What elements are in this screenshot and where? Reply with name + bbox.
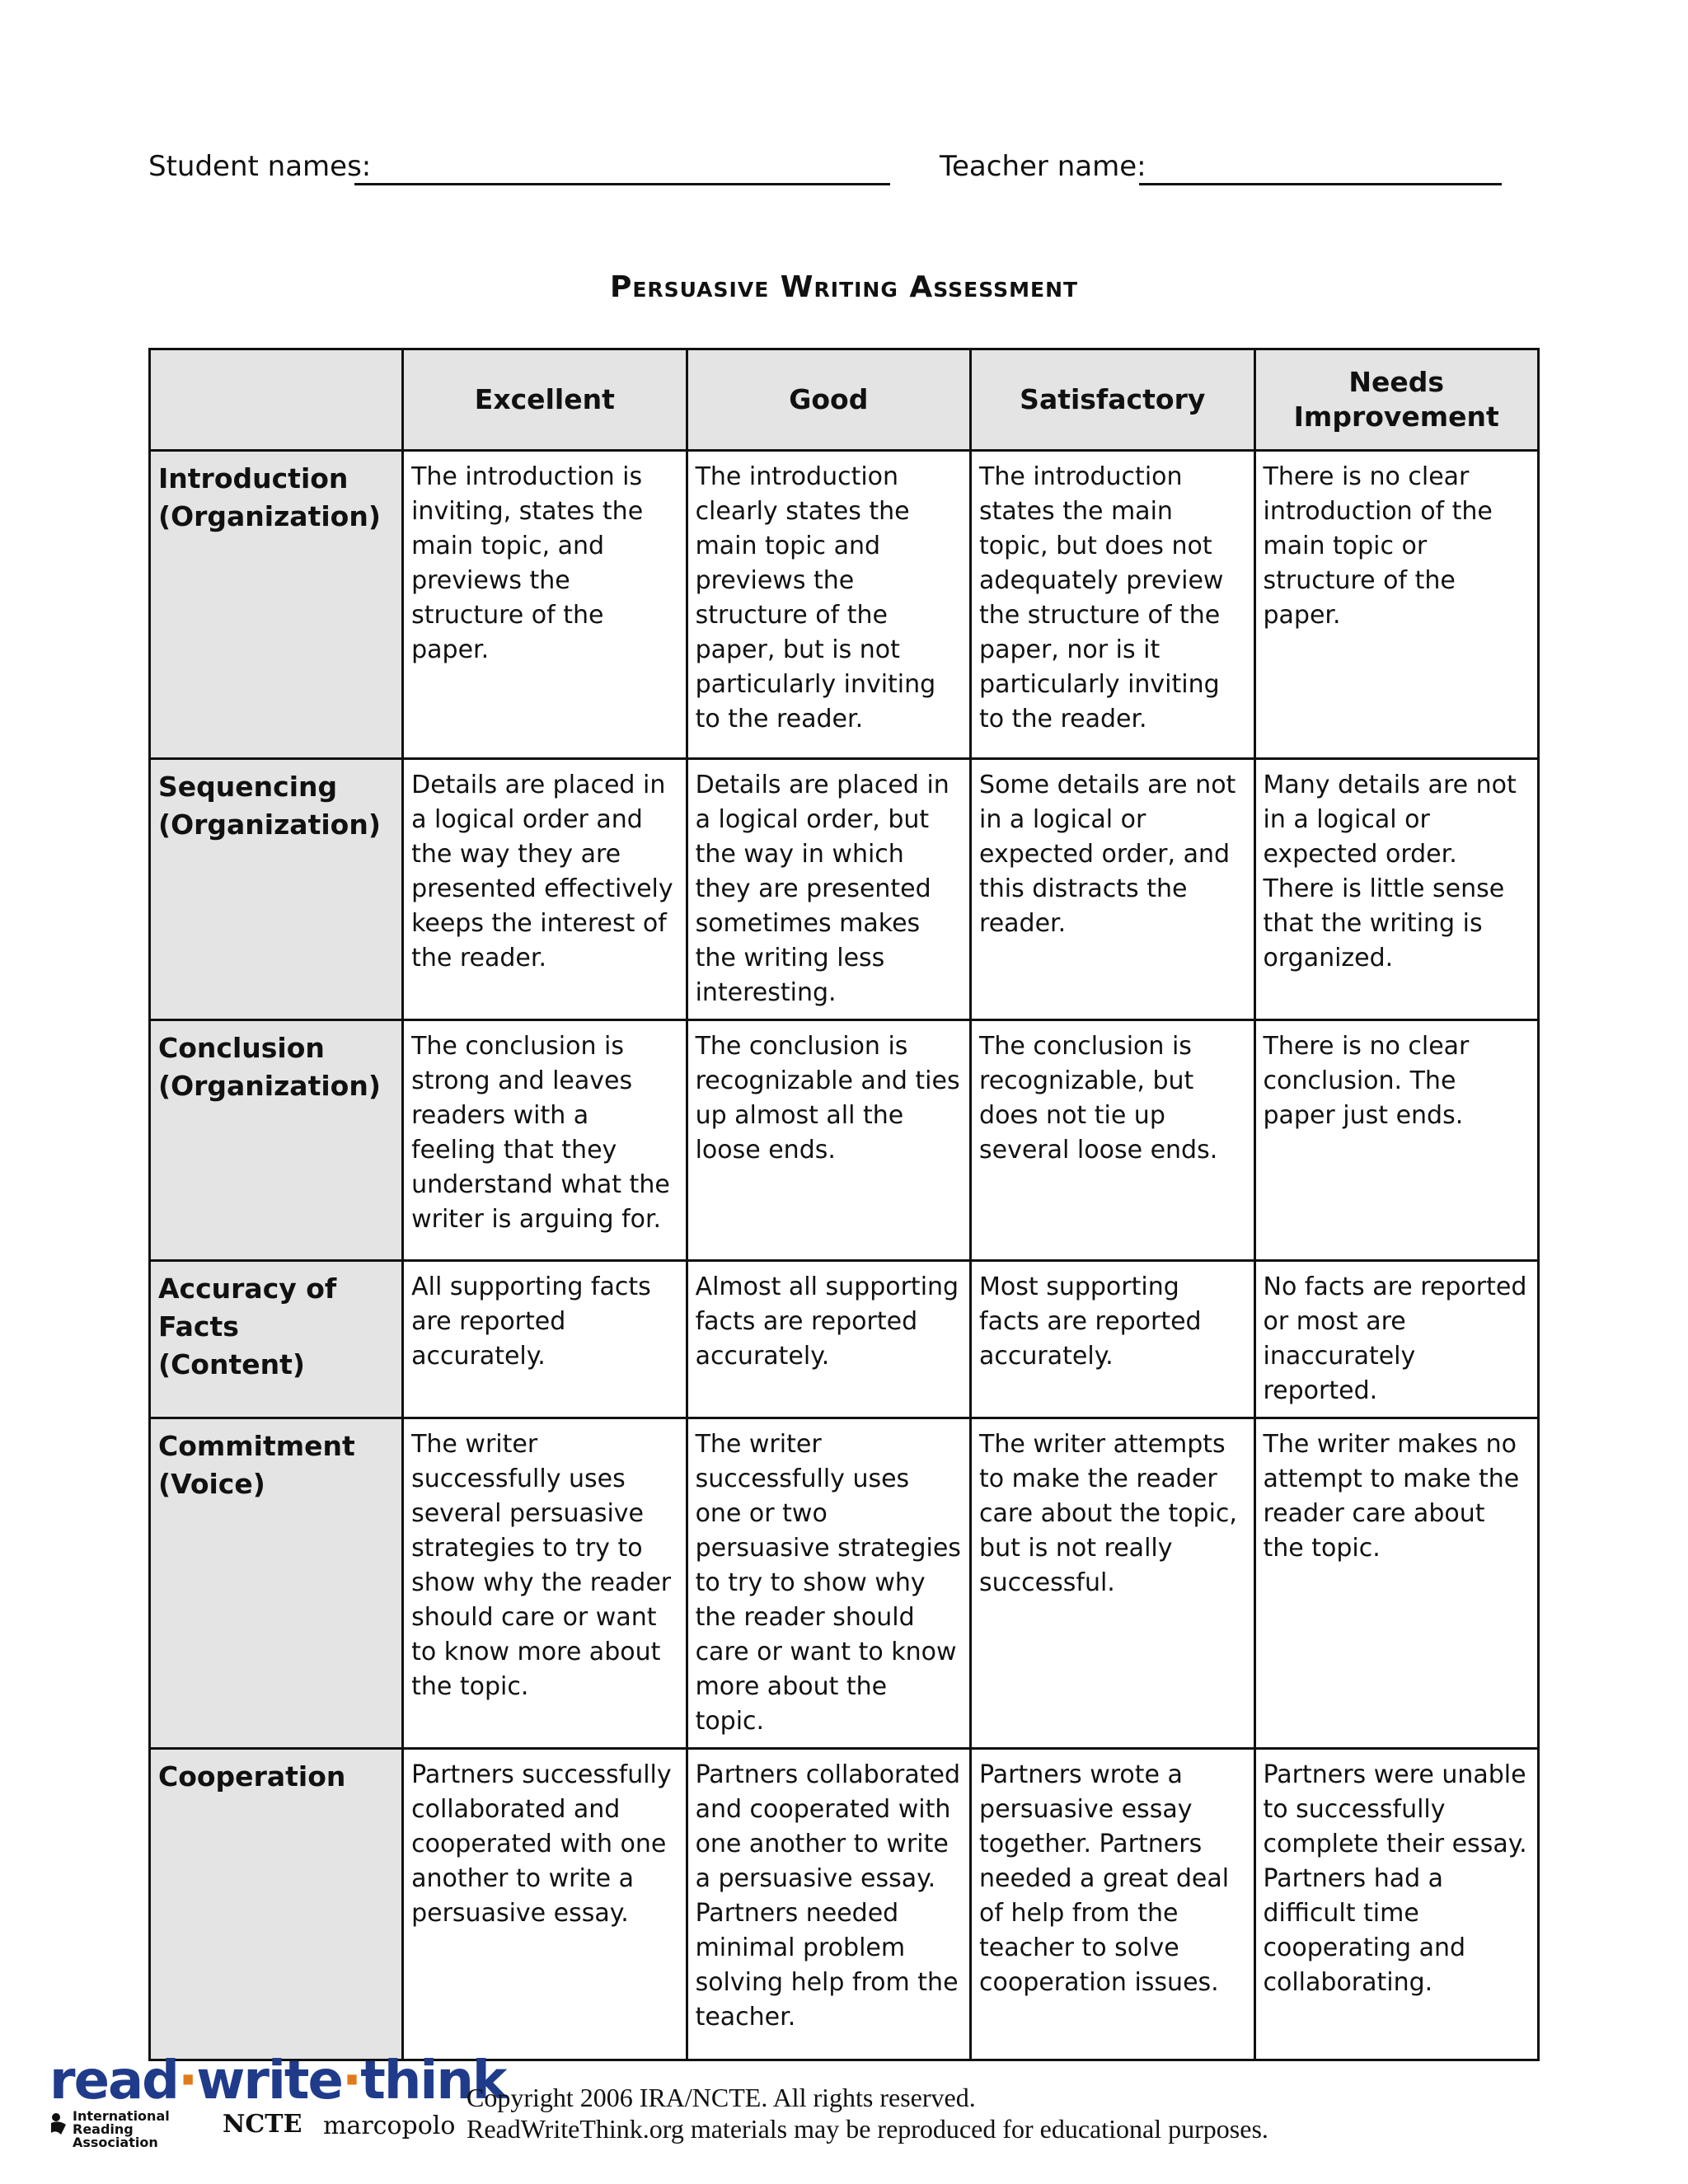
rubric-cell: Details are placed in a logical order and the way they are presented effectively keeps the interest of the reader. bbox=[403, 759, 687, 1020]
criterion-sequencing: Sequencing (Organization) bbox=[150, 759, 403, 1020]
rubric-cell: The introduction is inviting, states the main topic, and previews the structure of the paper. bbox=[403, 451, 687, 759]
criterion-cooperation: Cooperation bbox=[150, 1749, 403, 2060]
logo-word-write: write bbox=[196, 2050, 342, 2111]
names-row bbox=[148, 150, 1517, 193]
rubric-cell: Partners were unable to successfully complete their essay. Partners had a difficult time cooperating and collaborating. bbox=[1254, 1749, 1539, 2060]
rubric-row-sequencing bbox=[150, 759, 1539, 1020]
rubric-row-commitment bbox=[150, 1418, 1539, 1749]
ira-label: International Reading Association bbox=[73, 2108, 170, 2150]
rubric-cell: Details are placed in a logical order, but the way in which they are presented sometimes makes the writing less interesting. bbox=[687, 759, 970, 1020]
rubric-cell: All supporting facts are reported accurately. bbox=[403, 1261, 687, 1418]
rubric-cell: The conclusion is recognizable and ties up almost all the loose ends. bbox=[687, 1020, 970, 1261]
teacher-name-label: Teacher name: bbox=[940, 150, 1146, 183]
rubric-cell: The writer successfully uses several persuasive strategies to try to show why the reader should care or want to know more about the topic. bbox=[403, 1418, 687, 1749]
rubric-cell: Many details are not in a logical or expected order. There is little sense that the writing is organized. bbox=[1254, 759, 1539, 1020]
column-header-satisfactory: Satisfactory bbox=[971, 349, 1254, 451]
criterion-introduction: Introduction (Organization) bbox=[150, 451, 403, 759]
rubric-cell: Partners collaborated and cooperated with one another to write a persuasive essay. Partners needed minimal problem solving help from the teacher. bbox=[687, 1749, 970, 2060]
teacher-name-blank[interactable] bbox=[1139, 183, 1502, 185]
logo-dot: · bbox=[177, 2050, 197, 2111]
criterion-accuracy-of-facts: Accuracy of Facts (Content) bbox=[150, 1261, 403, 1418]
reproduction-notice: ReadWriteThink.org materials may be reproduced for educational purposes. bbox=[467, 2114, 1268, 2144]
logo-word-think: think bbox=[360, 2050, 506, 2111]
student-names-label: Student names: bbox=[148, 150, 372, 183]
readwritethink-logo bbox=[49, 2050, 506, 2150]
column-header-excellent: Excellent bbox=[403, 349, 687, 451]
student-names-blank[interactable] bbox=[354, 183, 890, 185]
logo-dot: · bbox=[341, 2050, 361, 2111]
rubric-cell: The conclusion is recognizable, but does not tie up several loose ends. bbox=[971, 1020, 1254, 1261]
rubric-cell: The writer successfully uses one or two persuasive strategies to try to show why the reader should care or want to know more about the topic. bbox=[687, 1418, 970, 1749]
rubric-table bbox=[148, 348, 1540, 2061]
rubric-cell: The conclusion is strong and leaves readers with a feeling that they understand what the writer is arguing for. bbox=[403, 1020, 687, 1261]
rubric-corner-cell bbox=[150, 349, 403, 451]
rubric-cell: Partners wrote a persuasive essay together. Partners needed a great deal of help from the teacher to solve cooperation issues. bbox=[971, 1749, 1254, 2060]
rubric-cell: Almost all supporting facts are reported accurately. bbox=[687, 1261, 970, 1418]
rubric-row-accuracy bbox=[150, 1261, 1539, 1418]
ira-icon bbox=[49, 2111, 68, 2136]
rubric-row-cooperation bbox=[150, 1749, 1539, 2060]
rubric-cell: No facts are reported or most are inaccurately reported. bbox=[1254, 1261, 1539, 1418]
logo-wordmark bbox=[49, 2050, 505, 2111]
rubric-cell: Most supporting facts are reported accurately. bbox=[971, 1261, 1254, 1418]
rubric-cell: The introduction states the main topic, but does not adequately preview the structure of the paper, nor is it particularly inviting to the reader. bbox=[971, 451, 1254, 759]
page-title: Persuasive Writing Assessment bbox=[609, 270, 1079, 304]
marcopolo-label: marcopolo bbox=[323, 2111, 456, 2140]
column-header-good: Good bbox=[687, 349, 970, 451]
rubric-row-conclusion bbox=[150, 1020, 1539, 1261]
rubric-row-introduction bbox=[150, 451, 1539, 759]
copyright-line: Copyright 2006 IRA/NCTE. All rights reserved. bbox=[467, 2083, 976, 2112]
ncte-label: NCTE bbox=[223, 2110, 302, 2139]
criterion-conclusion: Conclusion (Organization) bbox=[150, 1020, 403, 1261]
criterion-commitment: Commitment (Voice) bbox=[150, 1418, 403, 1749]
rubric-cell: There is no clear conclusion. The paper just ends. bbox=[1254, 1020, 1539, 1261]
rubric-cell: The writer makes no attempt to make the reader care about the topic. bbox=[1254, 1418, 1539, 1749]
rubric-cell: Partners successfully collaborated and cooperated with one another to write a persuasive essay. bbox=[403, 1749, 687, 2060]
rubric-header-row bbox=[150, 349, 1539, 451]
rubric-cell: The writer attempts to make the reader care about the topic, but is not really successful. bbox=[971, 1418, 1254, 1749]
rubric-cell: The introduction clearly states the main topic and previews the structure of the paper, but is not particularly inviting to the reader. bbox=[687, 451, 970, 759]
rubric-cell: There is no clear introduction of the main topic or structure of the paper. bbox=[1254, 451, 1539, 759]
column-header-needs-improvement: Needs Improvement bbox=[1254, 349, 1539, 451]
copyright-notice bbox=[467, 2082, 1268, 2144]
logo-word-read: read bbox=[49, 2050, 178, 2111]
rubric-cell: Some details are not in a logical or expected order, and this distracts the reader. bbox=[971, 759, 1254, 1020]
